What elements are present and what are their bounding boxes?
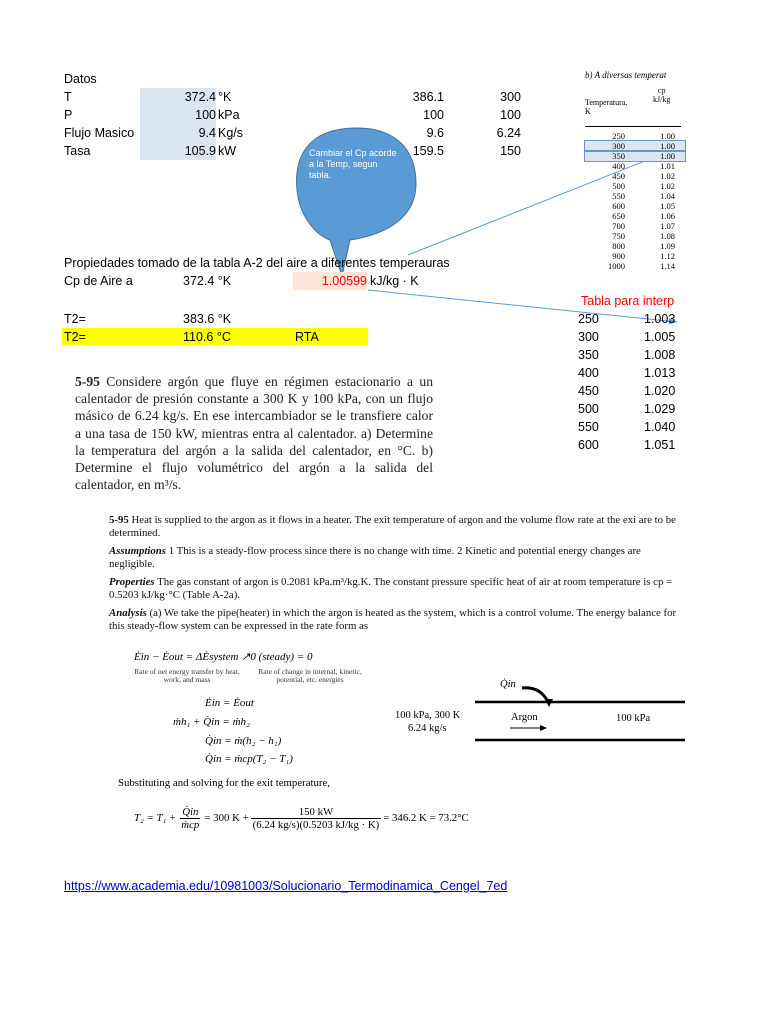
cp-value-cell: 1.00 bbox=[660, 131, 675, 141]
eq-1: Ėin = Ėout bbox=[205, 697, 254, 709]
interp-temp: 450 bbox=[578, 384, 599, 398]
interp-cp: 1.051 bbox=[644, 438, 676, 452]
interp-temp: 400 bbox=[578, 366, 599, 380]
cp-value-cell: 1.05 bbox=[660, 201, 675, 211]
cp-table-row bbox=[585, 141, 685, 151]
problem-es-number: 5-95 bbox=[75, 374, 100, 389]
interp-temp: 600 bbox=[578, 438, 599, 452]
row-unit: Kg/s bbox=[218, 126, 244, 140]
cp-unit: kJ/kg · K bbox=[370, 274, 419, 288]
cp-value-cell: 1.14 bbox=[660, 261, 675, 271]
row-unit: kPa bbox=[218, 108, 240, 122]
interp-row bbox=[578, 382, 678, 400]
interp-table bbox=[578, 310, 678, 454]
properties-text: The gas constant of argon is 0.2081 kPa.m³/kg.K. The constant pressure specific heat of air at room temperature is cp = 0.5203 kJ/kg·°C (Table A-2a). bbox=[109, 576, 673, 601]
cp-table-row bbox=[585, 231, 685, 241]
cp-value-cell: 1.12 bbox=[660, 251, 675, 261]
eq-note-transfer: Rate of net energy transfer by heat, work, and mass bbox=[134, 667, 240, 684]
frac-num: Q̇in bbox=[182, 805, 199, 818]
cp-temp-cell: 800 bbox=[612, 241, 625, 251]
cp-table-row bbox=[585, 171, 685, 181]
cp-temp-cell: 450 bbox=[612, 171, 625, 181]
problem-es bbox=[75, 373, 433, 493]
cp-table-row bbox=[585, 211, 685, 221]
cp-table-row bbox=[585, 221, 685, 231]
interp-row bbox=[578, 418, 678, 436]
cp-temp-cell: 750 bbox=[612, 231, 625, 241]
datos-title: Datos bbox=[64, 72, 97, 86]
analysis-label: Analysis bbox=[109, 607, 147, 619]
diagram-q: Q̇in bbox=[500, 679, 516, 690]
row-col3: 150 bbox=[500, 144, 521, 158]
frac-den: ṁcp bbox=[181, 818, 200, 831]
cp-value-cell: 1.06 bbox=[660, 211, 675, 221]
row-col2: 386.1 bbox=[412, 90, 444, 104]
problem-es-text: Considere argón que fluye en régimen estacionario a un calentador de presión constante a 300 K y 100 kPa, con un flujo másico de 6.24 kg/s. En ese intercambiador se le transfiere calor a una tasa de 150 kW, mientras entra al calentador. a) Determine la temperatura del argón a la salida del calentador, en °C. b) Determine el flujo volumétrico del argón a la salida del calentador, en m³/s. bbox=[75, 374, 433, 493]
cp-table-row bbox=[585, 201, 685, 211]
cp-value-cell: 1.09 bbox=[660, 241, 675, 251]
interp-temp: 500 bbox=[578, 402, 599, 416]
cp-temp-cell: 250 bbox=[612, 131, 625, 141]
row-label: P bbox=[64, 108, 73, 122]
cp-table-row bbox=[585, 131, 685, 141]
propiedades-line: Propiedades tomado de la tabla A-2 del aire a diferentes temperauras bbox=[64, 256, 450, 270]
interp-cp: 1.029 bbox=[644, 402, 676, 416]
cp-value-cell: 1.07 bbox=[660, 221, 675, 231]
interp-cp: 1.005 bbox=[644, 330, 676, 344]
interp-cp: 1.008 bbox=[644, 348, 676, 362]
frac-num: 150 kW bbox=[251, 806, 382, 819]
cp-value-cell: 1.01 bbox=[660, 161, 675, 171]
interp-row bbox=[578, 346, 678, 364]
t2-kelvin-value: 383.6 °K bbox=[183, 312, 232, 326]
cp-temp-cell: 1000 bbox=[608, 261, 625, 271]
assumptions-label: Assumptions bbox=[109, 545, 167, 557]
interp-row bbox=[578, 436, 678, 454]
cp-temp-cell: 500 bbox=[612, 181, 625, 191]
cp-temp-cell: 700 bbox=[612, 221, 625, 231]
row-col3: 300 bbox=[500, 90, 521, 104]
row-label: T bbox=[64, 90, 72, 104]
cp-table-col1: Temperatura, K bbox=[585, 98, 628, 116]
row-value: 9.4 bbox=[198, 126, 216, 140]
solution-block bbox=[109, 514, 677, 633]
row-label: Flujo Masico bbox=[64, 126, 135, 140]
row-unit: °K bbox=[218, 90, 232, 104]
cp-table-row bbox=[585, 181, 685, 191]
eq-2: ṁh₁ + Q̇in = ṁh₂ bbox=[173, 716, 250, 728]
cp-table-title: b) A diversas temperat bbox=[585, 70, 667, 80]
properties-label: Properties bbox=[109, 576, 155, 588]
interp-title: Tabla para interp bbox=[581, 294, 675, 308]
interp-temp: 250 bbox=[578, 312, 599, 326]
row-label: Tasa bbox=[64, 144, 91, 158]
diagram-gas: Argon bbox=[511, 712, 538, 723]
cp-table-row bbox=[585, 261, 685, 271]
final-rhs: = 346.2 K = 73.2°C bbox=[383, 812, 469, 824]
cp-temp-cell: 300 bbox=[612, 141, 625, 151]
interp-cp: 1.013 bbox=[644, 366, 676, 380]
cp-table-row bbox=[585, 151, 685, 161]
cp-table-row bbox=[585, 191, 685, 201]
eq-3: Q̇in = ṁ(h₂ − h₁) bbox=[205, 735, 282, 747]
interp-cp: 1.003 bbox=[644, 312, 676, 326]
cp-table-col2: cp kJ/kg bbox=[653, 86, 671, 104]
diagram-flow: 6.24 kg/s bbox=[408, 723, 447, 734]
cp-temp-cell: 350 bbox=[612, 151, 625, 161]
analysis-text: (a) We take the pipe(heater) in which the argon is heated as the system, which is a control volume. The energy balance for this steady-flow system can be expressed in the rate form as bbox=[109, 607, 677, 632]
t2-celsius-value: 110.6 °C bbox=[183, 330, 231, 344]
eq-balance: Ėin − Ėout = ΔĖsystem ↗0 (steady) = 0 bbox=[134, 651, 313, 663]
interp-row bbox=[578, 400, 678, 418]
cp-label: Cp de Aire a bbox=[64, 274, 133, 288]
cp-table-row bbox=[585, 161, 685, 171]
row-value: 372.4 bbox=[184, 90, 216, 104]
subst-text: Substituting and solving for the exit temperature, bbox=[118, 777, 330, 789]
assumptions-text: 1 This is a steady-flow process since there is no change with time. 2 Kinetic and potential energy changes are negligible. bbox=[109, 545, 641, 570]
t2-kelvin-label: T2= bbox=[64, 312, 86, 326]
cp-value: 1.00599 bbox=[321, 274, 367, 288]
cp-table-row bbox=[585, 251, 685, 261]
final-lhs: T₂ = T₁ + bbox=[134, 812, 177, 824]
cp-temp: 372.4 °K bbox=[183, 274, 232, 288]
cp-table-row bbox=[585, 241, 685, 251]
row-col2: 9.6 bbox=[426, 126, 444, 140]
eq-4: Q̇in = ṁcp(T₂ − T₁) bbox=[205, 753, 293, 765]
diagram-outlet: 100 kPa bbox=[616, 713, 651, 724]
cp-value-cell: 1.02 bbox=[660, 181, 675, 191]
flow-arrowhead-icon bbox=[540, 725, 547, 731]
row-col3: 6.24 bbox=[496, 126, 521, 140]
cp-table-image bbox=[585, 70, 685, 271]
cp-temp-cell: 900 bbox=[612, 251, 625, 261]
cp-value-cell: 1.08 bbox=[660, 231, 675, 241]
source-link[interactable]: https://www.academia.edu/10981003/Solucionario_Termodinamica_Cengel_7ed bbox=[64, 879, 508, 893]
cp-temp-cell: 600 bbox=[612, 201, 625, 211]
cp-value-cell: 1.04 bbox=[660, 191, 675, 201]
frac-den: (6.24 kg/s)(0.5203 kJ/kg · K) bbox=[252, 818, 380, 831]
final-equation bbox=[134, 800, 469, 836]
cp-temp-cell: 650 bbox=[612, 211, 625, 221]
cp-value-cell: 1.00 bbox=[660, 141, 675, 151]
interp-row bbox=[578, 328, 678, 346]
final-frac-2 bbox=[253, 806, 380, 831]
callout-text: Cambiar el Cp acorde a la Temp, segun tabla. bbox=[309, 148, 397, 180]
interp-row bbox=[578, 310, 678, 328]
interp-cp: 1.040 bbox=[644, 420, 676, 434]
row-col2: 159.5 bbox=[412, 144, 444, 158]
heat-arrow-icon bbox=[522, 688, 548, 702]
eq-note-change: Rate of change in internal, kinetic, potential, etc. energies bbox=[258, 667, 362, 684]
row-col3: 100 bbox=[500, 108, 521, 122]
t2-celsius-label: T2= bbox=[64, 330, 86, 344]
final-mid: = 300 K + bbox=[204, 812, 249, 824]
final-frac-1 bbox=[180, 806, 200, 831]
cp-temp-cell: 550 bbox=[612, 191, 625, 201]
interp-row bbox=[578, 364, 678, 382]
interp-temp: 300 bbox=[578, 330, 599, 344]
cp-value-cell: 1.02 bbox=[660, 171, 675, 181]
interp-temp: 350 bbox=[578, 348, 599, 362]
rta-label: RTA bbox=[295, 330, 319, 344]
cp-temp-cell: 400 bbox=[612, 161, 625, 171]
solution-intro: Heat is supplied to the argon as it flows in a heater. The exit temperature of argon and the volume flow rate at the exi are to be determined. bbox=[109, 514, 676, 539]
solution-number: 5-95 bbox=[109, 514, 129, 526]
row-value: 105.9 bbox=[184, 144, 216, 158]
interp-cp: 1.020 bbox=[644, 384, 676, 398]
cp-table-rows bbox=[585, 131, 685, 271]
diagram-inlet: 100 kPa, 300 K bbox=[395, 710, 461, 721]
row-unit: kW bbox=[218, 144, 237, 158]
cp-value-cell: 1.00 bbox=[660, 151, 675, 161]
row-value: 100 bbox=[195, 108, 216, 122]
interp-temp: 550 bbox=[578, 420, 599, 434]
row-col2: 100 bbox=[423, 108, 444, 122]
